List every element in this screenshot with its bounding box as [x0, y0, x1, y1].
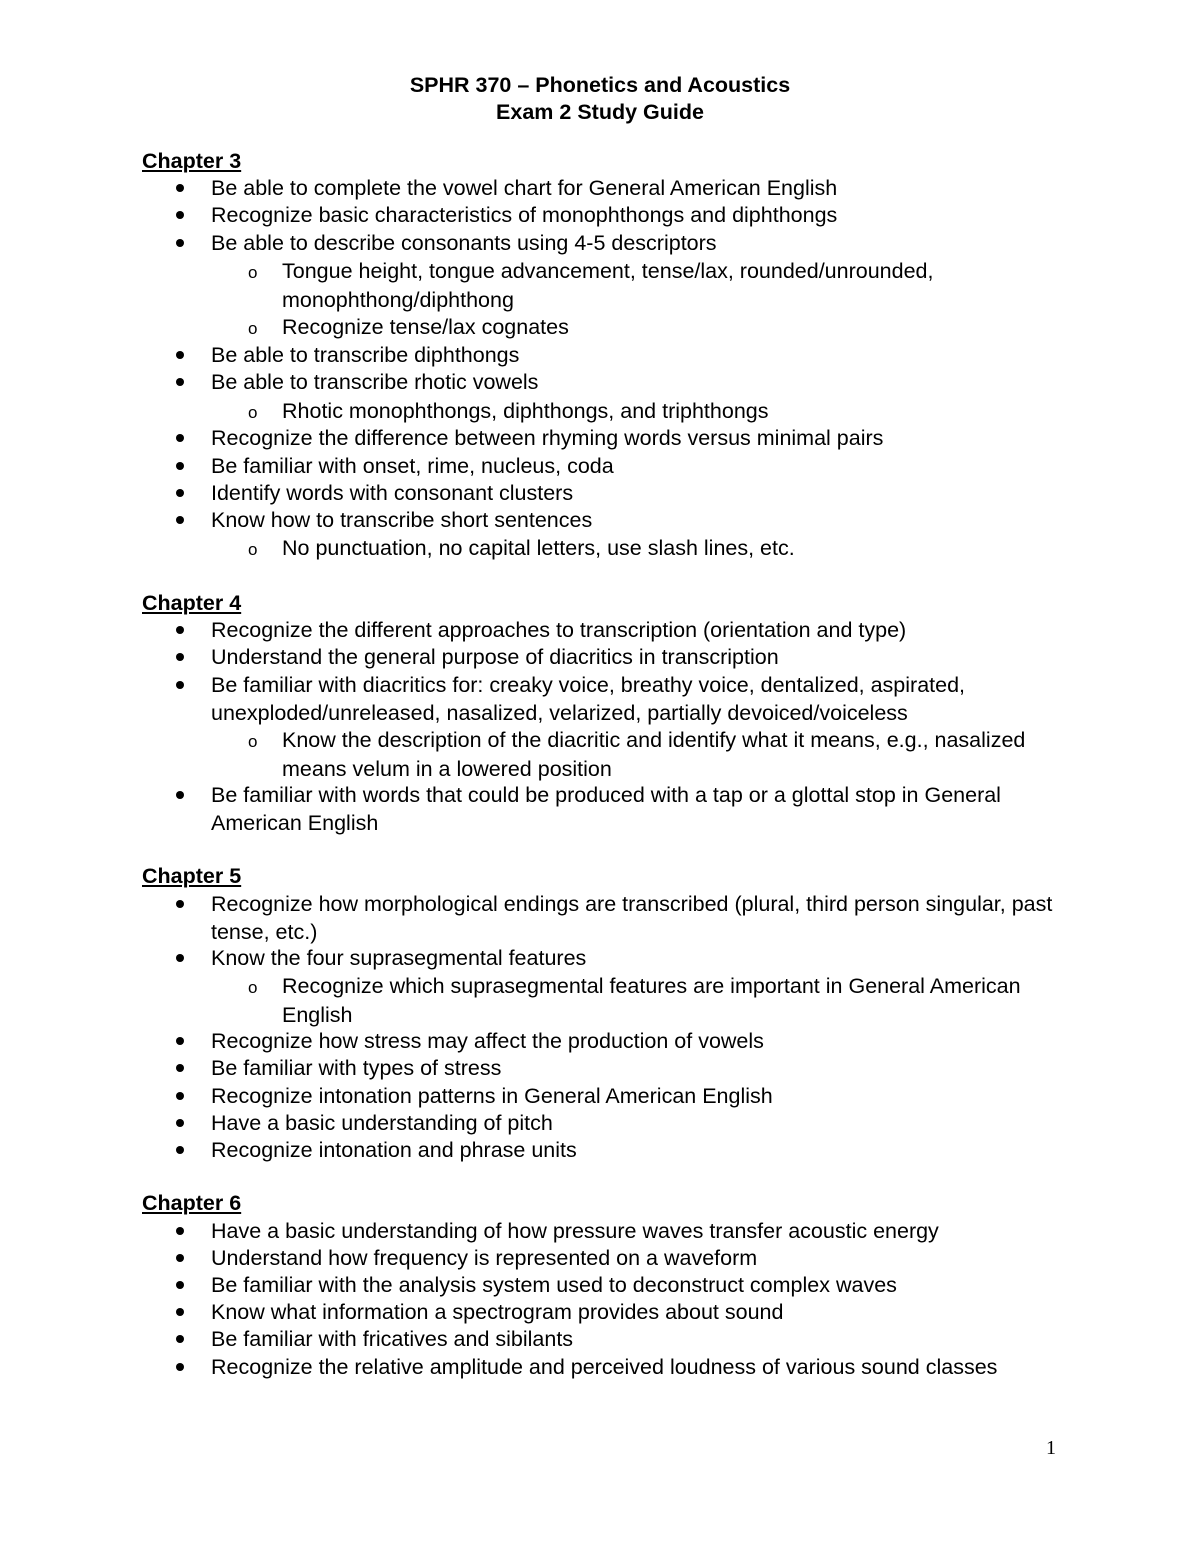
- list-item: Recognize basic characteristics of monophthongs and diphthongs: [211, 203, 838, 227]
- chapter-heading: Chapter 3: [142, 149, 242, 173]
- list-item: Be familiar with fricatives and sibilants: [211, 1327, 574, 1351]
- list-item: Recognize how morphological endings are transcribed (plural, third person singular, past tense, etc.): [211, 892, 1053, 944]
- list-item: Be able to describe consonants using 4-5 descriptors: [211, 231, 717, 255]
- list-item: Recognize intonation patterns in General American English: [211, 1084, 773, 1108]
- bullet-icon: [176, 351, 184, 359]
- bullet-icon: [176, 516, 184, 524]
- list-item: Be able to transcribe rhotic vowels: [211, 370, 539, 394]
- list-item: Be able to transcribe diphthongs: [211, 343, 520, 367]
- bullet-icon: [176, 954, 184, 962]
- chapter-heading: Chapter 6: [142, 1191, 242, 1215]
- list-item: Be able to complete the vowel chart for General American English: [211, 176, 838, 200]
- sub-list-item: Rhotic monophthongs, diphthongs, and triphthongs: [282, 399, 769, 423]
- sub-bullet-icon: o: [248, 978, 258, 997]
- sub-bullet-icon: o: [248, 540, 258, 559]
- sub-bullet-icon: o: [248, 403, 258, 422]
- bullet-icon: [176, 184, 184, 192]
- sub-list-item: Recognize tense/lax cognates: [282, 315, 569, 339]
- list-item: Know the four suprasegmental features: [211, 946, 587, 970]
- list-item: Have a basic understanding of how pressure waves transfer acoustic energy: [211, 1219, 939, 1243]
- bullet-icon: [176, 1308, 184, 1316]
- sub-list-item: Tongue height, tongue advancement, tense/lax, rounded/unrounded, monophthong/diphthong: [282, 259, 934, 312]
- list-item: Recognize the relative amplitude and perceived loudness of various sound classes: [211, 1355, 998, 1379]
- list-item: Recognize the different approaches to transcription (orientation and type): [211, 618, 907, 642]
- bullet-icon: [176, 1363, 184, 1371]
- list-item: Be familiar with onset, rime, nucleus, coda: [211, 454, 614, 478]
- sub-list-item: No punctuation, no capital letters, use slash lines, etc.: [282, 536, 795, 560]
- bullet-icon: [176, 1335, 184, 1343]
- bullet-icon: [176, 681, 184, 689]
- bullet-icon: [176, 1146, 184, 1154]
- list-item: Recognize the difference between rhyming words versus minimal pairs: [211, 426, 884, 450]
- list-item: Recognize how stress may affect the production of vowels: [211, 1029, 764, 1053]
- sub-bullet-icon: o: [248, 263, 258, 282]
- list-item: Know how to transcribe short sentences: [211, 508, 593, 532]
- bullet-icon: [176, 1254, 184, 1262]
- bullet-icon: [176, 462, 184, 470]
- page-number: 1: [1046, 1437, 1056, 1459]
- list-item: Be familiar with diacritics for: creaky voice, breathy voice, dentalized, aspirated, unexploded/unreleased, nasalized, velarized, partially devoiced/voiceless: [211, 673, 966, 725]
- list-item: Understand how frequency is represented on a waveform: [211, 1246, 758, 1270]
- bullet-icon: [176, 653, 184, 661]
- sub-bullet-icon: o: [248, 732, 258, 751]
- list-item: Have a basic understanding of pitch: [211, 1111, 553, 1135]
- bullet-icon: [176, 239, 184, 247]
- bullet-icon: [176, 900, 184, 908]
- bullet-icon: [176, 1227, 184, 1235]
- bullet-icon: [176, 791, 184, 799]
- list-item: Know what information a spectrogram provides about sound: [211, 1300, 784, 1324]
- sub-bullet-icon: o: [248, 319, 258, 338]
- list-item: Identify words with consonant clusters: [211, 481, 574, 505]
- list-item: Understand the general purpose of diacritics in transcription: [211, 645, 779, 669]
- sub-list-item: Recognize which suprasegmental features are important in General American English: [282, 974, 1021, 1027]
- list-item: Be familiar with the analysis system used to deconstruct complex waves: [211, 1273, 897, 1297]
- bullet-icon: [176, 1281, 184, 1289]
- list-item: Be familiar with types of stress: [211, 1056, 502, 1080]
- sub-list-item: Know the description of the diacritic and identify what it means, e.g., nasalized means velum in a lowered position: [282, 728, 1026, 781]
- bullet-icon: [176, 434, 184, 442]
- bullet-icon: [176, 378, 184, 386]
- bullet-icon: [176, 211, 184, 219]
- bullet-icon: [176, 1119, 184, 1127]
- list-item: Recognize intonation and phrase units: [211, 1138, 577, 1162]
- document-subtitle: Exam 2 Study Guide: [496, 100, 704, 124]
- bullet-icon: [176, 489, 184, 497]
- chapter-heading: Chapter 5: [142, 864, 242, 888]
- document-title: SPHR 370 – Phonetics and Acoustics: [409, 73, 791, 97]
- bullet-icon: [176, 1037, 184, 1045]
- chapter-heading: Chapter 4: [142, 591, 242, 615]
- bullet-icon: [176, 1064, 184, 1072]
- bullet-icon: [176, 1092, 184, 1100]
- bullet-icon: [176, 626, 184, 634]
- list-item: Be familiar with words that could be produced with a tap or a glottal stop in General American English: [211, 783, 1001, 835]
